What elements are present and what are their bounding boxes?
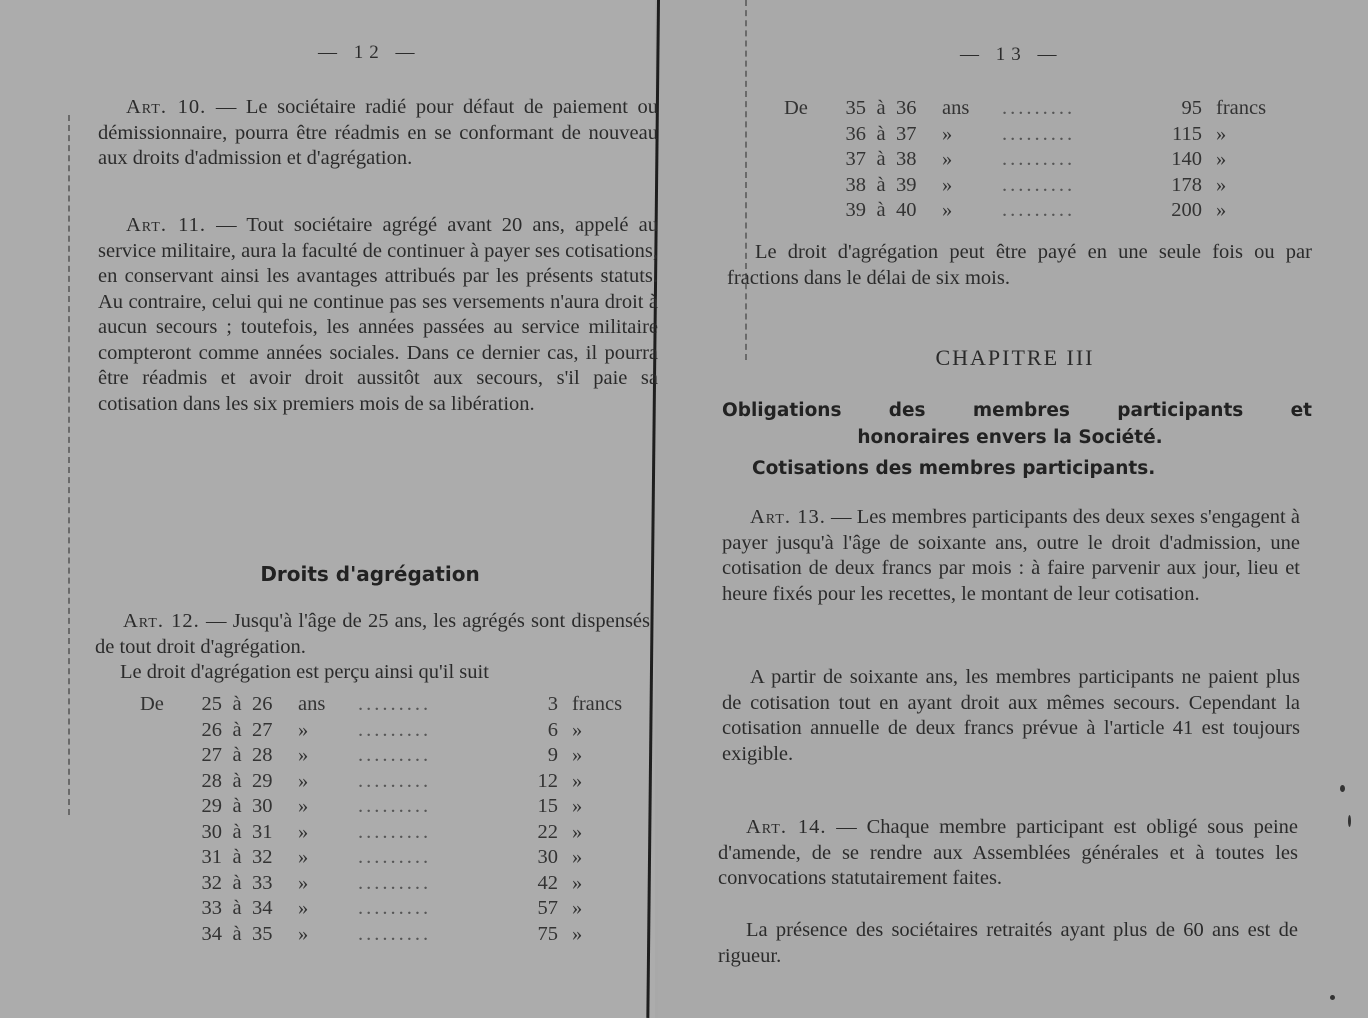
fee-to: 30 — [252, 795, 273, 818]
fee-table-right — [784, 96, 1306, 224]
fee-from: 36 — [845, 122, 866, 145]
fee-a: à — [232, 795, 242, 818]
fee-currency: » — [1216, 199, 1227, 222]
chapter-number: CHAPITRE III — [935, 345, 1095, 370]
fee-from: 34 — [201, 922, 222, 945]
fee-amount: 140 — [1171, 148, 1202, 171]
fee-prefix — [784, 147, 826, 173]
fee-prefix: De — [784, 97, 808, 120]
fee-prefix — [140, 769, 182, 795]
fee-to: 35 — [252, 922, 273, 945]
fee-row — [784, 173, 1306, 199]
speck — [1348, 815, 1351, 827]
fee-from: 39 — [845, 199, 866, 222]
fee-unit: ans — [298, 693, 326, 716]
fee-a: à — [876, 199, 886, 222]
fee-amount: 178 — [1171, 173, 1202, 196]
fee-from: 31 — [201, 846, 222, 869]
fee-from: 35 — [845, 97, 866, 120]
fee-to: 40 — [896, 199, 917, 222]
fee-from: 32 — [201, 871, 222, 894]
fee-from: 33 — [201, 897, 222, 920]
fee-table-left — [140, 692, 662, 947]
payment-note: Le droit d'agrégation peut être payé en une seule fois ou par fractions dans le délai de six mois. — [727, 241, 1312, 289]
fee-from: 27 — [201, 744, 222, 767]
fee-prefix: De — [140, 693, 164, 716]
fee-currency: » — [1216, 148, 1227, 171]
fee-unit: » — [298, 718, 309, 741]
chapter-title-line-2: honoraires envers la Société. — [857, 427, 1163, 448]
fee-amount: 15 — [537, 795, 558, 818]
fee-a: à — [232, 718, 242, 741]
fee-unit: » — [298, 922, 309, 945]
fee-from: 37 — [845, 148, 866, 171]
fee-currency: » — [572, 897, 583, 920]
fee-currency: » — [572, 871, 583, 894]
fee-to: 36 — [896, 97, 917, 120]
article-13 — [722, 505, 1300, 607]
article-label: Art. 10. — [126, 96, 207, 118]
fee-from: 29 — [201, 795, 222, 818]
fee-a: à — [232, 922, 242, 945]
fee-dots: ......... — [1002, 122, 1076, 145]
fee-currency: » — [572, 795, 583, 818]
fee-currency: » — [1216, 173, 1227, 196]
fee-amount: 57 — [537, 897, 558, 920]
fee-a: à — [232, 693, 242, 716]
fee-amount: 12 — [537, 769, 558, 792]
fee-amount: 9 — [547, 744, 558, 767]
fee-unit: » — [298, 871, 309, 894]
fee-currency: francs — [572, 693, 623, 716]
article-text: — Chaque membre participant est obligé sous peine d'amende, de se rendre aux Assemblées générales et à toutes les convocations statutairement faites. — [718, 816, 1298, 889]
article-14-paragraph-2: La présence des sociétaires retraités ayant plus de 60 ans est de rigueur. — [718, 919, 1298, 967]
fee-amount: 30 — [537, 846, 558, 869]
fee-currency: » — [572, 846, 583, 869]
article-14 — [718, 815, 1298, 892]
article-10 — [98, 95, 658, 172]
fee-to: 31 — [252, 820, 273, 843]
article-12-intro: Le droit d'agrégation est perçu ainsi qu'il suit — [120, 661, 489, 683]
fee-to: 33 — [252, 871, 273, 894]
fee-to: 38 — [896, 148, 917, 171]
fee-prefix — [784, 122, 826, 148]
fee-row — [140, 922, 662, 948]
chapter-subtitle: Cotisations des membres participants. — [752, 458, 1156, 479]
fee-prefix — [140, 871, 182, 897]
fee-dots: ......... — [358, 744, 432, 767]
section-title: Droits d'agrégation — [260, 562, 480, 586]
fee-amount: 42 — [537, 871, 558, 894]
fee-dots: ......... — [358, 922, 432, 945]
article-label: Art. 13. — [750, 506, 826, 528]
article-text: — Le sociétaire radié pour défaut de paiement ou démissionnaire, pourra être réadmis en se conformant de nouveau aux droits d'admission et d'agrégation. — [98, 96, 658, 169]
fee-dots: ......... — [358, 718, 432, 741]
article-text: — Tout sociétaire agrégé avant 20 ans, appelé au service militaire, aura la faculté de continuer à payer ses cotisations, en conservant ainsi les avantages attribués par les présents statuts. Au contraire, celui qui ne continue pas ses versements n'aura droit à aucun secours ; toutefois, les années passées au service militaire compteront comme années sociales. Dans ce dernier cas, il pourra être réadmis et avoir droit aussitôt aux secours, s'il paie sa cotisation dans les six premiers mois de sa libération. — [98, 214, 658, 415]
fee-row — [784, 122, 1306, 148]
fee-unit: » — [298, 846, 309, 869]
fee-prefix — [140, 820, 182, 846]
fee-currency: » — [572, 922, 583, 945]
fee-row — [140, 871, 662, 897]
fee-dots: ......... — [1002, 199, 1076, 222]
chapter-title-line-1: Obligations des membres participants et — [722, 400, 1312, 421]
fee-dots: ......... — [358, 846, 432, 869]
fee-amount: 3 — [547, 693, 558, 716]
fee-currency: francs — [1216, 97, 1267, 120]
fee-row — [140, 692, 662, 718]
fee-dots: ......... — [358, 795, 432, 818]
fee-unit: ans — [942, 97, 970, 120]
speck — [1340, 785, 1345, 792]
fee-amount: 6 — [547, 718, 558, 741]
fee-a: à — [232, 846, 242, 869]
right-margin-mark — [745, 0, 747, 360]
fee-row — [140, 845, 662, 871]
fee-to: 39 — [896, 173, 917, 196]
article-text: — Les membres participants des deux sexes s'engagent à payer jusqu'à l'âge de soixante ans, outre le droit d'admission, une cotisation de deux francs par mois : à faire parvenir aux jour, lieu et heure fixés pour les recettes, le montant de leur cotisation. — [722, 506, 1301, 605]
fee-amount: 200 — [1171, 199, 1202, 222]
fee-prefix — [140, 718, 182, 744]
fee-dots: ......... — [1002, 173, 1076, 196]
fee-a: à — [232, 820, 242, 843]
fee-row — [140, 718, 662, 744]
fee-a: à — [232, 744, 242, 767]
article-label: Art. 11. — [126, 214, 206, 236]
fee-unit: » — [298, 744, 309, 767]
fee-to: 32 — [252, 846, 273, 869]
fee-from: 28 — [201, 769, 222, 792]
fee-prefix — [140, 896, 182, 922]
fee-to: 28 — [252, 744, 273, 767]
fee-from: 25 — [201, 693, 222, 716]
fee-row — [140, 820, 662, 846]
fee-a: à — [232, 769, 242, 792]
fee-prefix — [140, 794, 182, 820]
fee-unit: » — [298, 897, 309, 920]
fee-prefix — [140, 922, 182, 948]
article-label: Art. 14. — [746, 816, 827, 838]
fee-dots: ......... — [358, 897, 432, 920]
fee-row — [140, 896, 662, 922]
fee-unit: » — [298, 795, 309, 818]
fee-currency: » — [572, 718, 583, 741]
fee-a: à — [232, 897, 242, 920]
fee-dots: ......... — [1002, 148, 1076, 171]
fee-to: 37 — [896, 122, 917, 145]
article-13-paragraph-2: A partir de soixante ans, les membres participants ne paient plus de cotisation tout en ayant droit aux mêmes secours. Cependant la cotisation annuelle de deux francs prévue à l'article 41 est toujours exigible. — [722, 666, 1300, 765]
article-12 — [95, 609, 650, 660]
fee-unit: » — [942, 173, 953, 196]
fee-amount: 22 — [537, 820, 558, 843]
fee-a: à — [232, 871, 242, 894]
fee-dots: ......... — [358, 871, 432, 894]
fee-from: 26 — [201, 718, 222, 741]
fee-from: 30 — [201, 820, 222, 843]
fee-prefix — [140, 743, 182, 769]
page-number-left: — 12 — — [318, 42, 421, 63]
article-11 — [98, 213, 658, 417]
fee-unit: » — [942, 199, 953, 222]
fee-prefix — [784, 198, 826, 224]
fee-to: 27 — [252, 718, 273, 741]
fee-a: à — [876, 148, 886, 171]
fee-to: 29 — [252, 769, 273, 792]
fee-row — [140, 769, 662, 795]
fee-to: 34 — [252, 897, 273, 920]
fee-dots: ......... — [358, 769, 432, 792]
fee-row — [140, 743, 662, 769]
fee-a: à — [876, 122, 886, 145]
speck — [1330, 995, 1335, 1000]
article-text: — Jusqu'à l'âge de 25 ans, les agrégés sont dispensés de tout droit d'agrégation. — [95, 610, 650, 658]
fee-prefix — [140, 845, 182, 871]
fee-currency: » — [572, 744, 583, 767]
article-label: Art. 12. — [123, 610, 200, 632]
fee-a: à — [876, 173, 886, 196]
left-margin-mark — [68, 115, 70, 815]
fee-unit: » — [298, 820, 309, 843]
fee-row — [784, 147, 1306, 173]
fee-amount: 115 — [1172, 122, 1202, 145]
fee-a: à — [876, 97, 886, 120]
fee-amount: 75 — [537, 922, 558, 945]
fee-currency: » — [1216, 122, 1227, 145]
fee-dots: ......... — [1002, 97, 1076, 120]
fee-row — [784, 198, 1306, 224]
fee-row — [140, 794, 662, 820]
fee-unit: » — [298, 769, 309, 792]
fee-dots: ......... — [358, 693, 432, 716]
fee-currency: » — [572, 769, 583, 792]
fee-currency: » — [572, 820, 583, 843]
page-number-right: — 13 — — [960, 44, 1063, 65]
fee-row — [784, 96, 1306, 122]
fee-to: 26 — [252, 693, 273, 716]
fee-unit: » — [942, 122, 953, 145]
fee-dots: ......... — [358, 820, 432, 843]
fee-from: 38 — [845, 173, 866, 196]
fee-prefix — [784, 173, 826, 199]
fee-unit: » — [942, 148, 953, 171]
fee-amount: 95 — [1181, 97, 1202, 120]
